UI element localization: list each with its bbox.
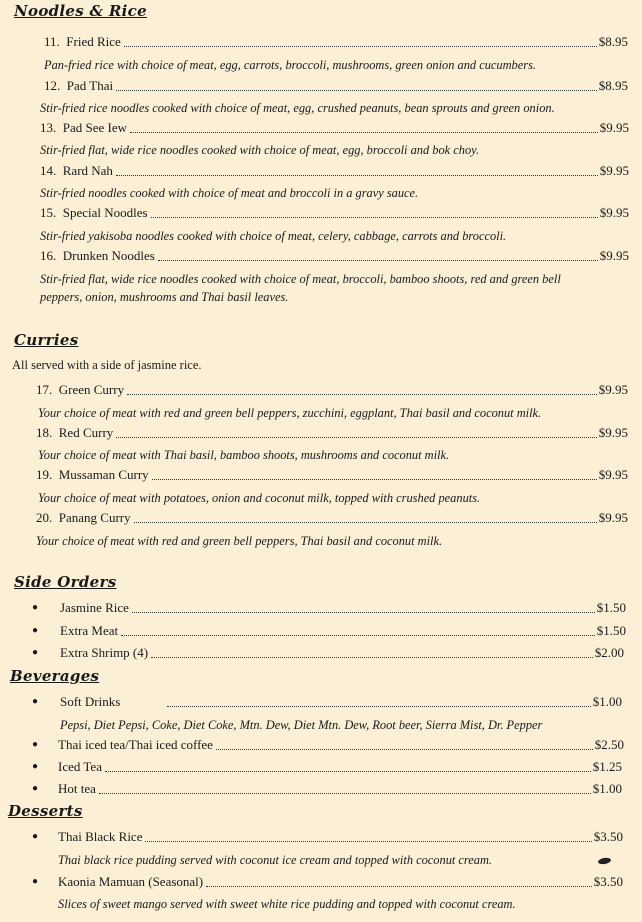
item-name: Extra Meat: [60, 623, 119, 638]
item-price: $1.00: [592, 694, 622, 709]
item-name: 15. Special Noodles: [40, 205, 148, 220]
item-name: Thai Black Rice: [58, 829, 143, 844]
item-name: 14. Rard Nah: [40, 163, 113, 178]
item-price: $9.95: [598, 382, 628, 397]
bullet-icon: ●: [32, 831, 39, 842]
item-price: $9.95: [598, 467, 628, 482]
item-price: $2.50: [594, 737, 624, 752]
item-name: Thai iced tea/Thai iced coffee: [58, 737, 213, 752]
item-price: $3.50: [593, 829, 623, 844]
item-description: Stir-fried rice noodles cooked with choice of meat, egg, crushed peanuts, bean sprouts and green onion.: [40, 101, 555, 115]
bullet-icon: ●: [32, 625, 39, 636]
item-description: Your choice of meat with Thai basil, bamboo shoots, mushrooms and coconut milk.: [38, 448, 450, 462]
item-name: 11. Fried Rice: [44, 34, 121, 49]
item-name: 13. Pad See Iew: [40, 120, 128, 135]
item-name: 18. Red Curry: [36, 425, 114, 440]
item-description: Stir-fried flat, wide rice noodles cooked with choice of meat, egg, broccoli and bok choy.: [40, 143, 480, 157]
item-name: Jasmine Rice: [60, 600, 129, 615]
item-price: $3.50: [593, 874, 623, 889]
item-description: Stir-fried flat, wide rice noodles cooked with choice of meat, broccoli, bamboo shoots, red and green bell: [40, 272, 561, 286]
item-description-cont: peppers, onion, mushrooms and Thai basil leaves.: [40, 290, 289, 304]
item-price: $2.00: [594, 645, 624, 660]
bullet-icon: ●: [32, 739, 39, 750]
bullet-icon: ●: [32, 602, 39, 613]
item-name: Hot tea: [58, 781, 96, 796]
item-description: Pepsi, Diet Pepsi, Coke, Diet Coke, Mtn. Dew, Diet Mtn. Dew, Root beer, Sierra Mist, Dr. Pepper: [60, 718, 543, 732]
item-description: Thai black rice pudding served with coconut ice cream and topped with coconut cream.: [58, 853, 493, 867]
item-name: 20. Panang Curry: [36, 510, 131, 525]
item-name: 16. Drunken Noodles: [40, 248, 155, 263]
section-title-desserts: Desserts: [8, 802, 83, 820]
section-title-beverages: Beverages: [10, 667, 100, 685]
item-description: Stir-fried noodles cooked with choice of meat and broccoli in a gravy sauce.: [40, 186, 419, 200]
menu-item: [36, 382, 628, 398]
menu-item: [60, 645, 624, 661]
menu-item: [58, 874, 623, 890]
item-description: Slices of sweet mango served with sweet white rice pudding and topped with coconut cream.: [58, 897, 516, 911]
item-price: $9.95: [599, 248, 629, 263]
menu-item: [44, 34, 628, 50]
item-price: $9.95: [598, 425, 628, 440]
item-price: $8.95: [598, 34, 628, 49]
bullet-icon: ●: [32, 783, 39, 794]
item-name: 19. Mussaman Curry: [36, 467, 149, 482]
item-name: Iced Tea: [58, 759, 102, 774]
item-description: Stir-fried yakisoba noodles cooked with choice of meat, celery, cabbage, carrots and broccoli.: [40, 229, 507, 243]
bullet-icon: ●: [32, 876, 39, 887]
item-price: $9.95: [599, 120, 629, 135]
item-name: 12. Pad Thai: [44, 78, 114, 93]
item-description: Your choice of meat with red and green bell peppers, Thai basil and coconut milk.: [36, 534, 443, 548]
item-price: $8.95: [598, 78, 628, 93]
menu-item: [36, 425, 628, 441]
item-description: Pan-fried rice with choice of meat, egg, carrots, broccoli, mushrooms, green onion and cucumbers.: [44, 58, 536, 72]
item-name: Kaonia Mamuan (Seasonal): [58, 874, 204, 889]
item-price: $1.25: [592, 759, 622, 774]
bullet-icon: ●: [32, 647, 39, 658]
menu-item: [58, 829, 623, 845]
item-price: $9.95: [599, 163, 629, 178]
bullet-icon: ●: [32, 761, 39, 772]
menu-item: [36, 510, 628, 526]
menu-item: [58, 759, 622, 775]
menu-item: [58, 737, 624, 753]
section-title-side-orders: Side Orders: [14, 573, 117, 591]
item-price: $9.95: [598, 510, 628, 525]
bullet-icon: ●: [32, 696, 39, 707]
menu-item: [60, 600, 626, 616]
section-title-curries: Curries: [14, 331, 79, 349]
ink-smudge: [598, 857, 612, 865]
menu-item: [40, 205, 629, 221]
menu-item: [44, 78, 628, 94]
menu-item: [40, 120, 629, 136]
item-name: Soft Drinks: [60, 694, 121, 709]
item-price: $1.50: [596, 623, 626, 638]
item-price: $9.95: [599, 205, 629, 220]
item-description: Your choice of meat with potatoes, onion and coconut milk, topped with crushed peanuts.: [38, 491, 481, 505]
menu-item: [60, 623, 626, 639]
menu-item: [36, 467, 628, 483]
menu-item: [40, 163, 629, 179]
curries-note: All served with a side of jasmine rice.: [12, 358, 202, 372]
item-price: $1.50: [596, 600, 626, 615]
menu-item: [40, 248, 629, 264]
item-name: Extra Shrimp (4): [60, 645, 149, 660]
menu-item: [58, 781, 622, 797]
item-description: Your choice of meat with red and green bell peppers, zucchini, eggplant, Thai basil and coconut milk.: [38, 406, 542, 420]
item-name: 17. Green Curry: [36, 382, 125, 397]
menu-item: [60, 694, 622, 710]
section-title-noodles: Noodles & Rice: [14, 2, 147, 20]
item-price: $1.00: [592, 781, 622, 796]
